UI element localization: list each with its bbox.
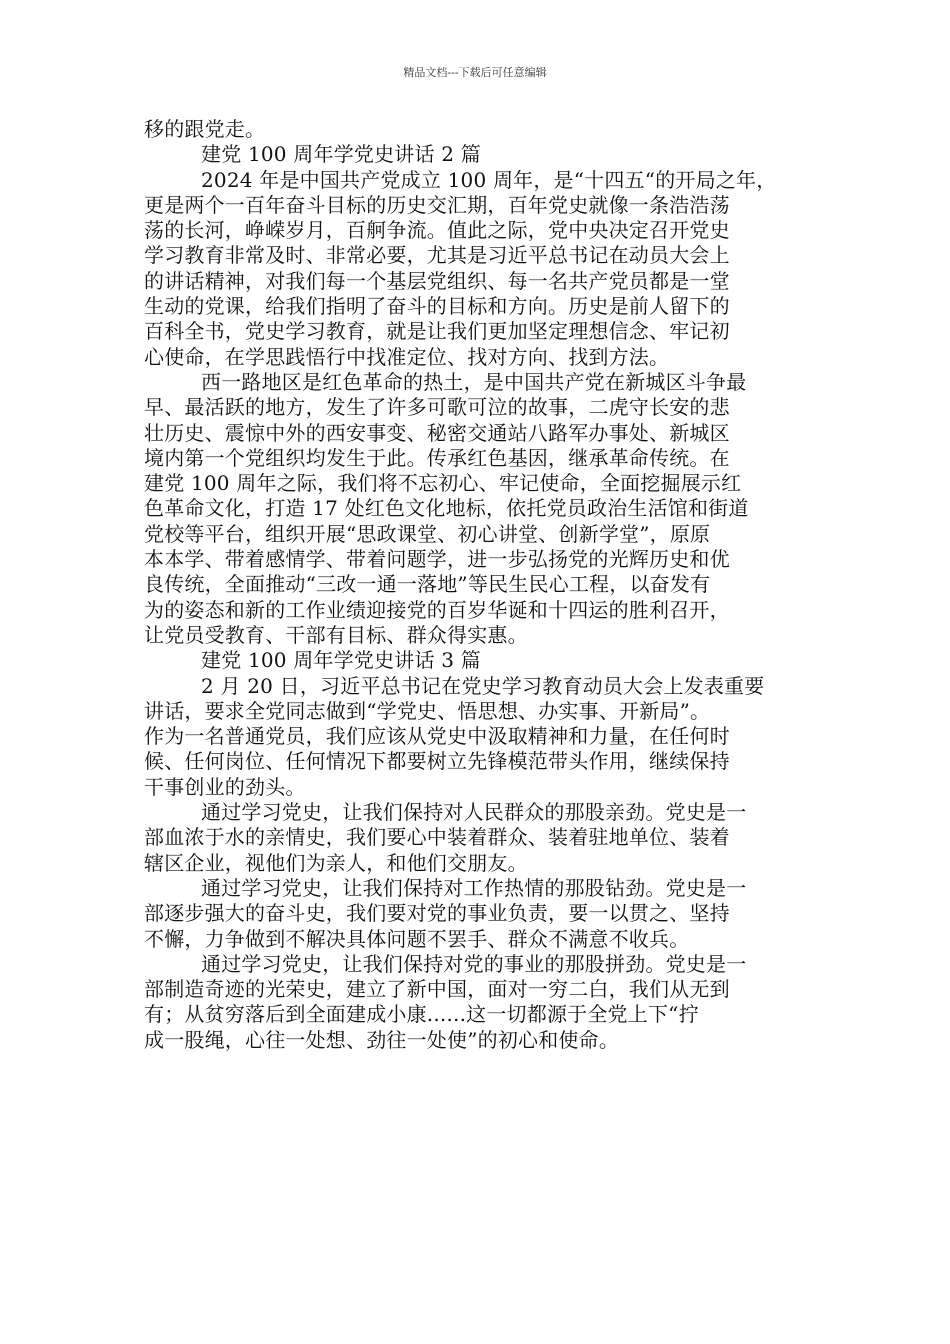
text-line: 的讲话精神，对我们每一个基层党组织、每一名共产党员都是一堂 xyxy=(144,268,730,293)
text-line: 党校等平台，组织开展“思政课堂、初心讲堂、创新学堂”，原原 xyxy=(144,521,711,546)
text-line: 生动的党课，给我们指明了奋斗的目标和方向。历史是前人留下的 xyxy=(144,294,730,319)
text-line: 作为一名普通党员，我们应该从党史中汲取精神和力量，在任何时 xyxy=(144,724,730,749)
document-body xyxy=(144,117,812,1053)
text-line: 通过学习党史，让我们保持对人民群众的那股亲劲。党史是一 xyxy=(201,800,747,825)
text-line: 通过学习党史，让我们保持对工作热情的那股钻劲。党史是一 xyxy=(201,875,747,900)
text-line: 本本学、带着感情学、带着问题学，进一步弘扬党的光辉历史和优 xyxy=(144,547,730,572)
text-line: 西一路地区是红色革命的热土，是中国共产党在新城区斗争最 xyxy=(201,369,747,394)
text-line: 通过学习党史，让我们保持对党的事业的那股拼劲。党史是一 xyxy=(201,951,747,976)
text-line: 部血浓于水的亲情史，我们要心中装着群众、装着驻地单位、装着 xyxy=(144,825,730,850)
text-line: 候、任何岗位、任何情况下都要树立先锋模范带头作用，继续保持 xyxy=(144,749,730,774)
text-line: 更是两个一百年奋斗目标的历史交汇期，百年党史就像一条浩浩荡 xyxy=(144,192,730,217)
text-line: 心使命，在学思践悟行中找准定位、找对方向、找到方法。 xyxy=(144,344,670,369)
text-line: 壮历史、震惊中外的西安事变、秘密交通站八路军办事处、新城区 xyxy=(144,420,730,445)
text-line: 2024 年是中国共产党成立 100 周年，是“十四五“的开局之年， xyxy=(201,167,777,192)
text-line: 境内第一个党组织均发生于此。传承红色基因，继承革命传统。在 xyxy=(144,445,730,470)
text-line: 部逐步强大的奋斗史，我们要对党的事业负责，要一以贯之、坚持 xyxy=(144,901,730,926)
text-line: 让党员受教育、干部有目标、群众得实惠。 xyxy=(144,622,528,647)
text-line: 讲话，要求全党同志做到“学党史、悟思想、办实事、开新局”。 xyxy=(144,698,711,723)
text-line: 干事创业的劲头。 xyxy=(144,774,306,799)
text-line: 为的姿态和新的工作业绩迎接党的百岁华诞和十四运的胜利召开， xyxy=(144,597,730,622)
text-line: 学习教育非常及时、非常必要，尤其是习近平总书记在动员大会上 xyxy=(144,243,730,268)
text-line: 成一股绳，心往一处想、劲往一处使”的初心和使命。 xyxy=(144,1027,620,1052)
page-header: 精品文档---下载后可任意编辑 xyxy=(403,66,547,79)
text-line: 色革命文化，打造 17 处红色文化地标，依托党员政治生活馆和街道 xyxy=(144,496,749,521)
text-line: 移的跟党走。 xyxy=(144,117,266,141)
text-line: 有；从贫穷落后到全面建成小康......这一切都源于全党上下“拧 xyxy=(144,1002,699,1027)
text-line: 部制造奇迹的光荣史，建立了新中国，面对一穷二白，我们从无到 xyxy=(144,977,730,1002)
text-line: 建党 100 周年学党史讲话 3 篇 xyxy=(201,648,481,673)
text-line: 2 月 20 日，习近平总书记在党史学习教育动员大会上发表重要 xyxy=(201,673,765,698)
text-line: 荡的长河，峥嵘岁月，百舸争流。值此之际，党中央决定召开党史 xyxy=(144,218,730,243)
text-line: 辖区企业，视他们为亲人，和他们交朋友。 xyxy=(144,850,528,875)
text-line: 良传统，全面推动“三改一通一落地”等民生民心工程，以奋发有 xyxy=(144,572,711,597)
text-line: 百科全书，党史学习教育，就是让我们更加坚定理想信念、牢记初 xyxy=(144,319,730,344)
text-line: 建党 100 周年之际，我们将不忘初心、牢记使命，全面挖掘展示红 xyxy=(144,471,742,496)
text-line: 建党 100 周年学党史讲话 2 篇 xyxy=(201,142,481,167)
text-line: 不懈，力争做到不解决具体问题不罢手、群众不满意不收兵。 xyxy=(144,926,690,951)
text-line: 早、最活跃的地方，发生了许多可歌可泣的故事，二虎守长安的悲 xyxy=(144,395,730,420)
